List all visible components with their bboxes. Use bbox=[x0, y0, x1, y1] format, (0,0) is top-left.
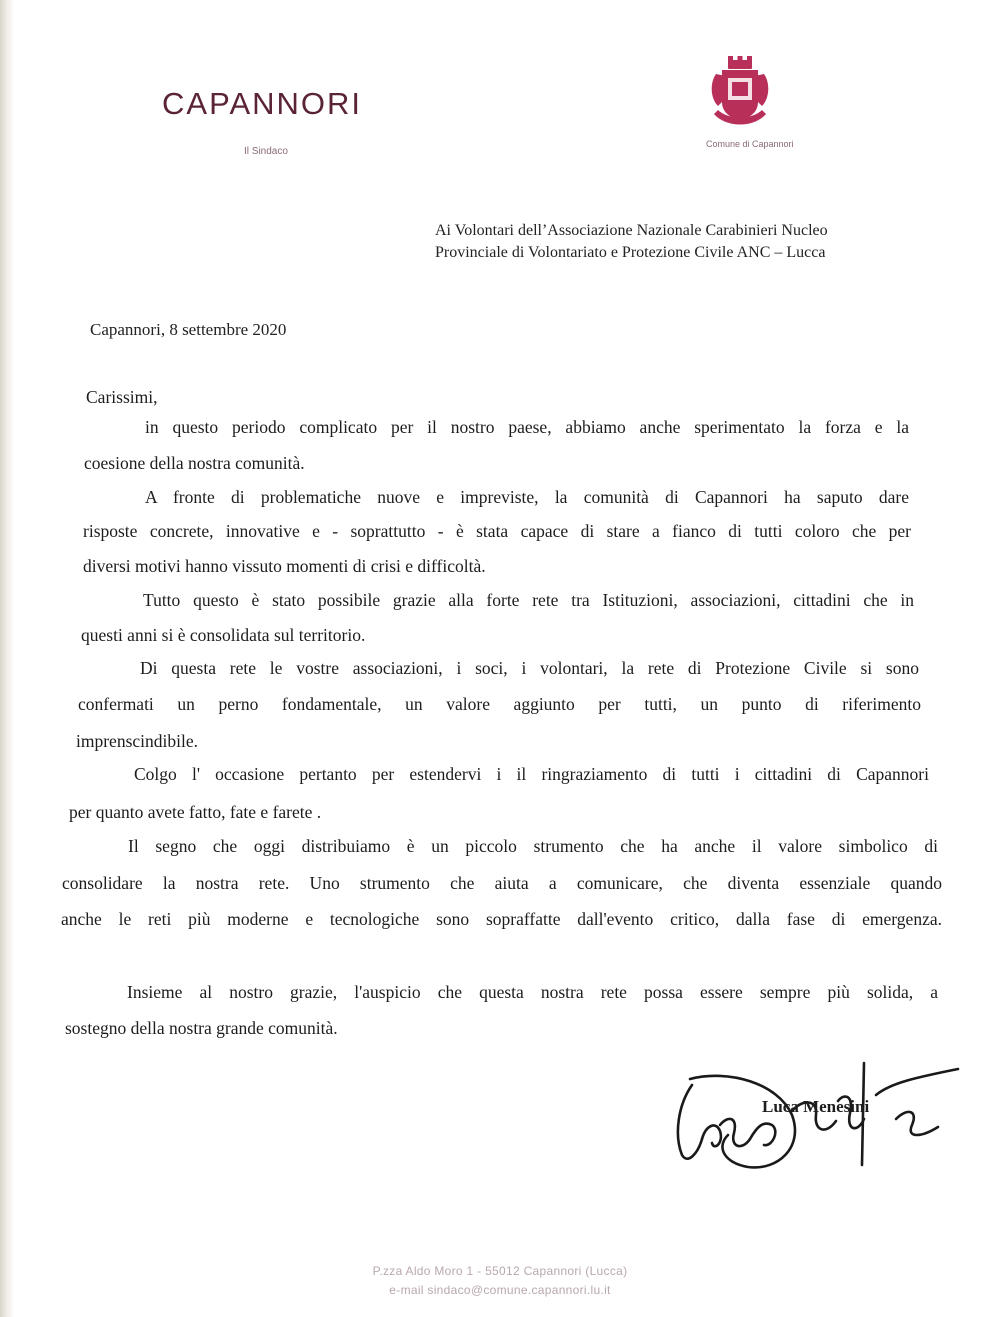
recipient-block bbox=[435, 220, 905, 264]
body-line: questi anni si è consolidata sul territorio. bbox=[81, 625, 366, 645]
body-line: anche le reti più moderne e tecnologiche sono sopraffatte dall'evento critico, dalla fase di emergenza. bbox=[61, 909, 942, 929]
body-line: Di questa rete le vostre associazioni, i soci, i volontari, la rete di Protezione Civile si sono bbox=[140, 658, 919, 678]
letterhead-subtitle: Il Sindaco bbox=[244, 146, 288, 157]
body-line: A fronte di problematiche nuove e impreviste, la comunità di Capannori ha saputo dare bbox=[145, 487, 909, 507]
body-line: per quanto avete fatto, fate e farete . bbox=[69, 802, 322, 822]
signer-name: Luca Menesini bbox=[762, 1097, 870, 1116]
body-line: Il segno che oggi distribuiamo è un piccolo strumento che ha anche il valore simbolico di bbox=[128, 836, 938, 856]
body-line: diversi motivi hanno vissuto momenti di crisi e difficoltà. bbox=[83, 556, 486, 576]
body-line: Colgo l' occasione pertanto per estendervi i il ringraziamento di tutti i cittadini di Capannori bbox=[134, 764, 929, 784]
body-line: consolidare la nostra rete. Uno strumento che aiuta a comunicare, che diventa essenziale quando bbox=[62, 873, 942, 893]
body-line: imprenscindibile. bbox=[76, 731, 198, 751]
salutation: Carissimi, bbox=[86, 387, 158, 407]
coat-of-arms-icon bbox=[708, 54, 772, 130]
body-line: sostegno della nostra grande comunità. bbox=[65, 1018, 338, 1038]
footer-address: P.zza Aldo Moro 1 - 55012 Capannori (Lucca) bbox=[372, 1264, 628, 1278]
body-line: in questo periodo complicato per il nostro paese, abbiamo anche sperimentato la forza e la bbox=[145, 417, 909, 437]
body-line: Insieme al nostro grazie, l'auspicio che questa nostra rete possa essere sempre più solida, a bbox=[127, 982, 938, 1002]
footer-email: e-mail sindaco@comune.capannori.lu.it bbox=[389, 1283, 611, 1297]
recipient-line: Ai Volontari dell’Associazione Nazionale Carabinieri Nucleo bbox=[435, 222, 828, 239]
body-line: Tutto questo è stato possibile grazie alla forte rete tra Istituzioni, associazioni, cittadini che in bbox=[143, 590, 914, 610]
crest-caption: Comune di Capannori bbox=[706, 139, 794, 149]
letterhead-brand: CAPANNORI bbox=[162, 86, 363, 121]
body-line: coesione della nostra comunità. bbox=[84, 453, 305, 473]
recipient-line: Provinciale di Volontariato e Protezione Civile ANC – Lucca bbox=[435, 244, 826, 261]
paper-edge-shadow bbox=[0, 0, 14, 1317]
body-line: confermati un perno fondamentale, un valore aggiunto per tutti, un punto di riferimento bbox=[78, 694, 921, 714]
letter-date: Capannori, 8 settembre 2020 bbox=[90, 320, 287, 339]
body-line: risposte concrete, innovative e - soprattutto - è stata capace di stare a fianco di tutti coloro che per bbox=[83, 521, 911, 541]
